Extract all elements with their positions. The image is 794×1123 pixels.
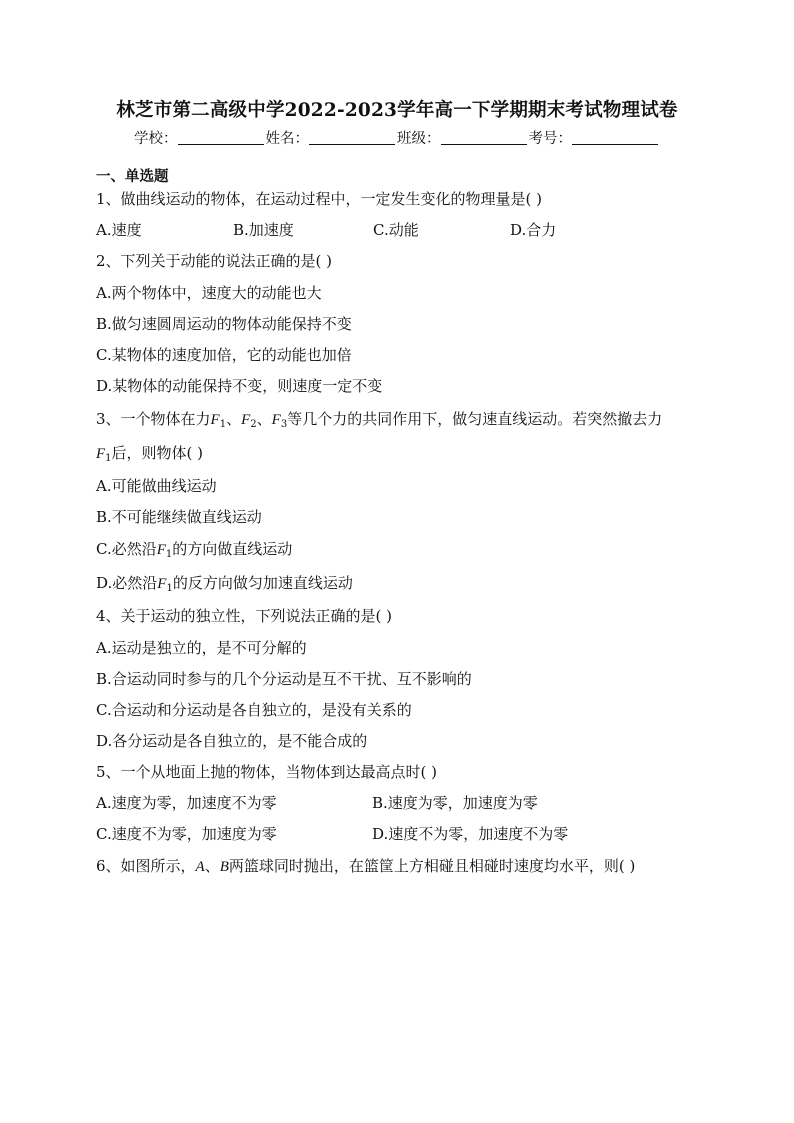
q3-stem-line1 — [96, 409, 662, 435]
q5-option-a: A.速度为零，加速度不为零 — [96, 794, 277, 812]
school-label: 学校： — [134, 131, 178, 147]
class-blank[interactable] — [441, 130, 527, 145]
force-f2-subscript: 2 — [250, 419, 257, 430]
force-f1: F — [96, 446, 106, 462]
q2-option-d: D.某物体的动能保持不变，则速度一定不变 — [96, 377, 383, 395]
ball-b-label: B — [219, 859, 229, 875]
q1-option-d: D.合力 — [510, 221, 557, 239]
force-f2: F — [241, 412, 251, 428]
school-blank[interactable] — [178, 130, 264, 145]
q3-stem-line2 — [96, 443, 203, 469]
q3-option-c-text: C.必然沿 — [96, 540, 157, 558]
exam-number-blank[interactable] — [572, 130, 658, 145]
q5-option-d: D.速度不为零，加速度不为零 — [372, 825, 569, 843]
force-f1-subscript: 1 — [165, 549, 173, 560]
student-info-row — [0, 127, 794, 148]
q3-option-a: A.可能做曲线运动 — [96, 477, 217, 495]
ball-a-label: A — [195, 859, 205, 875]
force-f1: F — [157, 576, 167, 592]
q5-option-c: C.速度不为零，加速度为零 — [96, 825, 277, 843]
force-f1-subscript: 1 — [166, 583, 173, 594]
q3-option-b: B.不可能继续做直线运动 — [96, 508, 262, 526]
separator: 、 — [226, 410, 242, 428]
q3-stem-text: 后，则物体( ) — [111, 444, 204, 462]
exam-title: 林芝市第二高级中学2022-2023学年高一下学期期末考试物理试卷 — [116, 100, 678, 121]
q3-stem-text: 3、一个物体在力 — [96, 410, 211, 428]
q6-stem-text: 两篮球同时抛出，在篮筐上方相碰且相碰时速度均水平，则( ) — [228, 857, 636, 875]
force-f1: F — [156, 542, 166, 558]
q6-stem-text: 6、如图所示， — [96, 857, 196, 875]
q2-option-a: A.两个物体中，速度大的动能也大 — [96, 284, 322, 302]
q3-stem-text: 等几个力的共同作用下，做匀速直线运动。若突然撤去力 — [287, 410, 663, 428]
force-f1-subscript: 1 — [219, 419, 227, 430]
q1-option-a: A.速度 — [96, 221, 142, 239]
name-label: 姓名： — [265, 131, 309, 147]
separator: 、 — [204, 857, 220, 875]
force-f1-subscript: 1 — [105, 453, 112, 464]
q5-option-b: B.速度为零，加速度为零 — [372, 794, 538, 812]
q1-option-c: C.动能 — [373, 221, 419, 239]
q2-option-b: B.做匀速圆周运动的物体动能保持不变 — [96, 315, 352, 333]
q3-option-d-text: D.必然沿 — [96, 574, 158, 592]
separator: 、 — [256, 410, 272, 428]
q3-option-d — [96, 573, 353, 599]
force-f1: F — [210, 412, 220, 428]
q4-option-b: B.合运动同时参与的几个分运动是互不干扰、互不影响的 — [96, 670, 472, 688]
q4-option-d: D.各分运动是各自独立的，是不能合成的 — [96, 732, 368, 750]
q5-stem: 5、一个从地面上抛的物体，当物体到达最高点时( ) — [96, 763, 438, 781]
exam-number-label: 考号： — [528, 131, 572, 147]
q3-option-d-text: 的反方向做匀加速直线运动 — [172, 574, 353, 592]
q3-option-c-text: 的方向做直线运动 — [172, 540, 293, 558]
q1-option-b: B.加速度 — [233, 221, 294, 239]
q4-option-c: C.合运动和分运动是各自独立的，是没有关系的 — [96, 701, 412, 719]
name-blank[interactable] — [309, 130, 395, 145]
force-f3: F — [271, 412, 281, 428]
section-title: 一、单选题 — [96, 168, 169, 185]
force-f3-subscript: 3 — [280, 419, 288, 430]
class-label: 班级： — [397, 131, 441, 147]
q2-stem: 2、下列关于动能的说法正确的是( ) — [96, 252, 333, 270]
q4-option-a: A.运动是独立的，是不可分解的 — [96, 639, 307, 657]
q4-stem: 4、关于运动的独立性，下列说法正确的是( ) — [96, 607, 393, 625]
q1-stem: 1、做曲线运动的物体，在运动过程中，一定发生变化的物理量是( ) — [96, 190, 543, 208]
q6-stem — [96, 856, 635, 877]
q3-option-c — [96, 539, 292, 565]
q2-option-c: C.某物体的速度加倍，它的动能也加倍 — [96, 346, 352, 364]
